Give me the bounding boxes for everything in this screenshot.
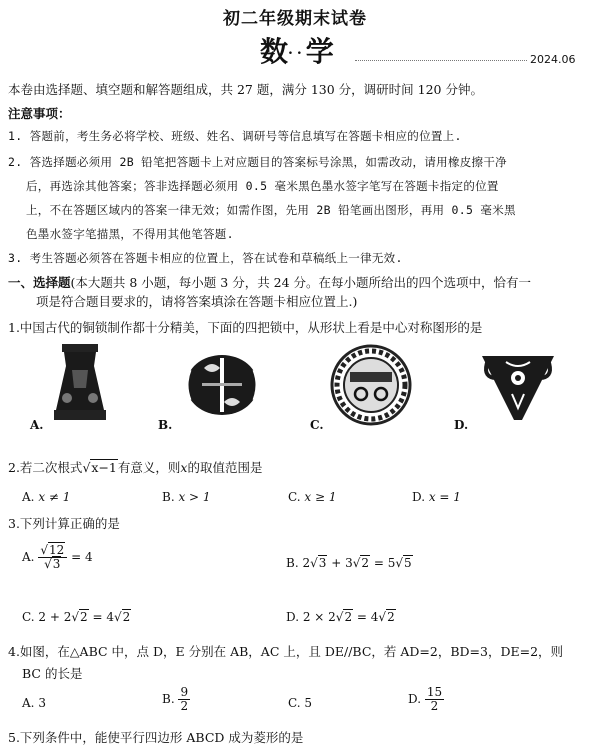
lock-b-image bbox=[182, 350, 262, 420]
q5-stem: 5.下列条件中，能使平行四边形 ABCD 成为菱形的是 bbox=[8, 730, 304, 745]
lock-d-image bbox=[478, 350, 558, 422]
q2-option-c[interactable] bbox=[288, 490, 337, 504]
q3-b-r3: 5 bbox=[404, 556, 412, 570]
notice-item-1: 1. 答题前，考生务必将学校、班级、姓名、调研号等信息填写在答题卡相应的位置上. bbox=[8, 129, 462, 143]
q2-option-d-label: D. bbox=[412, 490, 426, 504]
section-desc-2: 项是符合题目要求的，请将答案填涂在答题卡相应位置上.) bbox=[36, 294, 358, 309]
q4-b-denominator: 2 bbox=[180, 699, 189, 714]
q3-b-r1: 3 bbox=[318, 556, 327, 570]
q2-option-b-label: B. bbox=[162, 490, 175, 504]
q3-b-r2: 2 bbox=[361, 556, 370, 570]
q3-c-part-a: 2 + 2 bbox=[38, 610, 72, 624]
notice-item-3: 3. 考生答题必须答在答题卡相应的位置上，答在试卷和草稿纸上一律无效. bbox=[8, 251, 403, 265]
notice-item-2-cont-1: 后，再选涂其他答案；答非选择题必须用 0.5 毫米黑色墨水签字笔写在答题卡指定的位置 bbox=[26, 179, 499, 193]
q1-label-c: C. bbox=[310, 418, 324, 432]
q2-option-b[interactable] bbox=[162, 490, 211, 504]
q4-stem: 4.如图，在△ABC 中，点 D，E 分别在 AB，AC 上，且 DE//BC，若 AD=2，BD=3，DE=2，则 bbox=[8, 644, 564, 659]
q2-var: x bbox=[180, 460, 188, 475]
q4-option-c[interactable] bbox=[288, 696, 312, 710]
lock-a-image bbox=[50, 340, 110, 425]
q1-label-d: D. bbox=[454, 418, 469, 432]
q3-d-part-b: = 4 bbox=[353, 610, 379, 624]
q2-stem-c: 的取值范围是 bbox=[187, 460, 263, 475]
q3-c-r1: 2 bbox=[80, 610, 88, 624]
q2-option-a-label: A. bbox=[22, 490, 35, 504]
q3-option-b[interactable]: B. 2√3 + 3√2 = 5√5 bbox=[286, 556, 412, 570]
notice-item-2-cont-2: 上，不在答题区域内的答案一律无效；如需作图，先用 2B 铅笔画出图形，再用 0.5 毫米黑 bbox=[26, 203, 516, 217]
q3-option-a-label: A. bbox=[22, 550, 35, 565]
lock-c-image bbox=[330, 344, 412, 426]
q2-radicand: x−1 bbox=[91, 460, 117, 475]
subject-char-2: 学 bbox=[305, 35, 334, 68]
q4-option-b-fraction bbox=[178, 686, 190, 713]
notice-item-2: 2. 答选择题必须用 2B 铅笔把答题卡上对应题目的答案标号涂黑，如需改动，请用橡皮擦干净 bbox=[8, 155, 507, 169]
q3-option-a-numerator: √12 bbox=[38, 544, 67, 558]
q4-option-d-label: D. bbox=[408, 692, 422, 707]
q3-b-part-c: = 5 bbox=[370, 556, 396, 570]
q2-option-c-text: x ≥ 1 bbox=[304, 490, 337, 504]
q3-option-d-label: D. bbox=[286, 610, 300, 624]
q3-d-r2: 2 bbox=[387, 610, 395, 624]
notice-item-2-cont-3: 色墨水签字笔描黑，不得用其他笔答题. bbox=[26, 227, 234, 241]
q4-option-d[interactable] bbox=[408, 686, 444, 713]
q3-option-a-denominator: √3 bbox=[44, 557, 61, 572]
q4-option-c-label: C. bbox=[288, 696, 301, 710]
section-heading bbox=[8, 273, 531, 291]
q2-option-c-label: C. bbox=[288, 490, 301, 504]
q2-option-b-text: x > 1 bbox=[178, 490, 211, 504]
subject-dots: ·· bbox=[288, 45, 306, 62]
q2-stem: 2.若二次根式√x−1有意义，则x的取值范围是 bbox=[8, 460, 263, 475]
q4-option-a-label: A. bbox=[22, 696, 35, 710]
q3-d-part-a: 2 × 2 bbox=[302, 610, 336, 624]
q3-b-part-a: 2 bbox=[302, 556, 311, 570]
subject-char-1: 数 bbox=[260, 35, 289, 68]
q4-option-d-fraction bbox=[425, 686, 444, 713]
subject-title bbox=[260, 30, 334, 70]
section-desc: (本大题共 8 小题，每小题 3 分，共 24 分。在每小题所给出的四个选项中，恰有一 bbox=[70, 275, 532, 290]
q3-d-r1: 2 bbox=[344, 610, 353, 624]
q4-option-c-text: 5 bbox=[304, 696, 313, 710]
q3-option-d[interactable]: D. 2 × 2√2 = 4√2 bbox=[286, 610, 395, 624]
q2-stem-b: 有意义，则 bbox=[117, 460, 181, 475]
exam-date: 2024.06 bbox=[530, 53, 576, 66]
q3-option-c[interactable]: C. 2 + 2√2 = 4√2 bbox=[22, 610, 131, 624]
q4-b-numerator: 9 bbox=[180, 685, 189, 699]
q4-option-b[interactable] bbox=[162, 686, 190, 713]
q4-option-a-text: 3 bbox=[38, 696, 46, 710]
header-dotted-rule bbox=[355, 60, 527, 61]
q1-label-a: A. bbox=[30, 418, 44, 432]
q3-option-a[interactable] bbox=[22, 544, 93, 571]
q4-option-a[interactable] bbox=[22, 696, 46, 710]
q3-option-a-fraction bbox=[38, 544, 67, 571]
q1-label-b: B. bbox=[158, 418, 173, 432]
q3-c-part-b: = 4 bbox=[88, 610, 114, 624]
q3-c-r2: 2 bbox=[122, 610, 131, 624]
q2-option-d-text: x = 1 bbox=[428, 490, 461, 504]
q3-a-den-radicand: 3 bbox=[52, 557, 61, 572]
q3-option-a-rhs: = 4 bbox=[71, 550, 93, 565]
notice-heading: 注意事项： bbox=[8, 106, 71, 121]
q4-d-denominator: 2 bbox=[430, 699, 439, 714]
q3-option-b-label: B. bbox=[286, 556, 299, 570]
q4-d-numerator: 15 bbox=[426, 685, 443, 699]
q1-stem: 1.中国古代的铜锁制作都十分精美，下面的四把锁中，从形状上看是中心对称图形的是 bbox=[8, 320, 483, 335]
q3-a-num-radicand: 12 bbox=[48, 543, 65, 557]
q3-stem: 3.下列计算正确的是 bbox=[8, 516, 120, 531]
intro-text: 本卷由选择题、填空题和解答题组成，共 27 题，满分 130 分，调研时间 120 分钟。 bbox=[8, 82, 483, 97]
q2-option-a[interactable] bbox=[22, 490, 70, 504]
q3-option-c-label: C. bbox=[22, 610, 35, 624]
q2-option-a-text: x ≠ 1 bbox=[38, 490, 71, 504]
q2-stem-a: 2.若二次根式 bbox=[8, 460, 83, 475]
q4-option-b-label: B. bbox=[162, 692, 175, 707]
section-prefix: 一、 bbox=[8, 275, 34, 290]
q3-b-part-b: + 3 bbox=[327, 556, 353, 570]
exam-title: 初二年级期末试卷 bbox=[223, 9, 367, 29]
section-name: 选择题 bbox=[33, 275, 71, 290]
q2-option-d[interactable] bbox=[412, 490, 461, 504]
q4-stem-2: BC 的长是 bbox=[22, 666, 83, 681]
